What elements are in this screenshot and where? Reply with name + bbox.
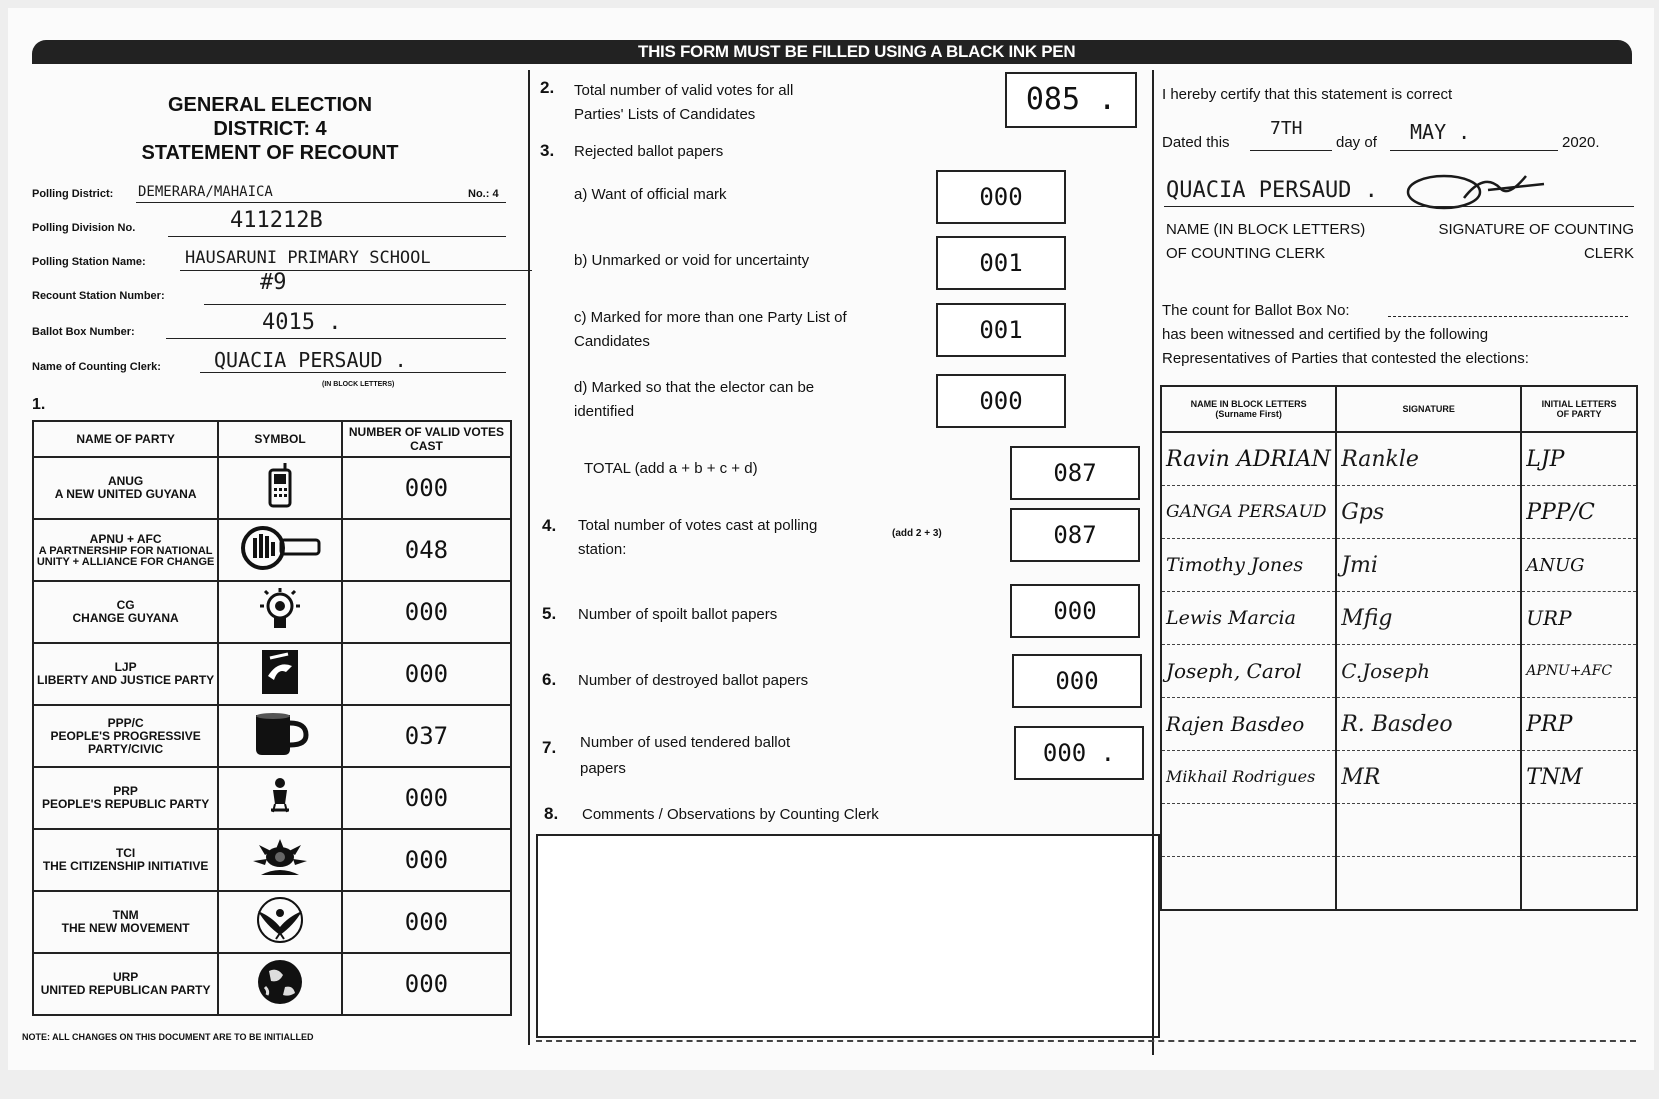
eagle-icon: [250, 932, 310, 949]
party-name: A NEW UNITED GUYANA: [54, 487, 197, 501]
section8-label: Comments / Observations by Counting Clerk: [582, 806, 879, 823]
handshake-icon: [258, 685, 302, 702]
rep-row: [1161, 539, 1637, 592]
rejected-total-box: 087: [1010, 446, 1140, 500]
party-votes-table: [32, 420, 512, 1016]
rep-party: URP: [1526, 606, 1572, 630]
party-abbr: LJP: [114, 660, 137, 674]
rejected-total-label: TOTAL (add a + b + c + d): [584, 460, 758, 477]
rep-name: GANGA PERSAUD: [1166, 502, 1327, 522]
party-row: [33, 829, 511, 891]
month-line: [1390, 150, 1558, 151]
polling-division-label: Polling Division No.: [32, 222, 136, 234]
recount-station-label: Recount Station Number:: [32, 290, 165, 302]
rep-party: APNU+AFC: [1526, 663, 1613, 679]
party-name: THE NEW MOVEMENT: [61, 921, 190, 935]
form-header: [30, 93, 510, 165]
party-abbr: TCI: [115, 846, 136, 860]
left-divider: [528, 70, 530, 1045]
party-name: THE CITIZENSHIP INITIATIVE: [42, 859, 209, 873]
rep-row: [1161, 857, 1637, 911]
rep-signature: Jmi: [1341, 552, 1378, 578]
party-name: A PARTNERSHIP FOR NATIONAL UNITY + ALLIANCE FOR CHANGE: [36, 544, 215, 568]
rejected-b-label: b) Unmarked or void for uncertainty: [574, 252, 810, 269]
ballot-box-count-line: [1388, 316, 1628, 317]
phone-icon: [265, 497, 295, 514]
party-row: [33, 457, 511, 519]
rep-signature: MR: [1341, 764, 1381, 790]
year-label: 2020.: [1562, 134, 1600, 151]
party-abbr: PRP: [113, 784, 138, 798]
party-abbr: PPP/C: [107, 715, 144, 730]
header-title: STATEMENT OF RECOUNT: [141, 142, 399, 164]
polling-station-label: Polling Station Name:: [32, 256, 146, 268]
party-votes: 000: [404, 970, 449, 998]
polling-division-value: 411212B: [230, 208, 323, 233]
rep-col-party-l2: OF PARTY: [1556, 409, 1602, 419]
party-row: [33, 891, 511, 953]
polling-district-line: [136, 202, 506, 203]
reps-header: [1161, 386, 1637, 432]
bottom-dashed-line: [536, 1040, 1636, 1042]
section2-label-line2: Parties' Lists of Candidates: [574, 106, 756, 123]
col-party-header: NAME OF PARTY: [33, 421, 218, 457]
comments-box[interactable]: [536, 834, 1160, 1038]
header-election: GENERAL ELECTION: [167, 94, 373, 116]
counting-clerk-value: QUACIA PERSAUD .: [214, 348, 407, 372]
rejected-d-label-line1: d) Marked so that the elector can be: [574, 379, 815, 396]
party-table-header: [33, 421, 511, 457]
section2-label: [574, 79, 793, 127]
clerk-sign-line: [1164, 206, 1634, 207]
valid-votes-box: 085 .: [1005, 72, 1137, 128]
rep-row: [1161, 751, 1637, 804]
ballot-box-count-label: The count for Ballot Box No:: [1162, 302, 1350, 319]
polling-station-line: [180, 270, 532, 271]
party-name: LIBERTY AND JUSTICE PARTY: [37, 673, 215, 687]
party-representatives-table: [1160, 385, 1638, 911]
rep-party: LJP: [1526, 446, 1565, 472]
rep-name: Timothy Jones: [1166, 554, 1304, 576]
name-caption: [1166, 218, 1365, 266]
section7-label: [580, 730, 790, 782]
rep-col-name-l1: NAME IN BLOCK LETTERS: [1190, 399, 1307, 409]
party-row: [33, 953, 511, 1015]
counting-clerk-line: [200, 372, 506, 373]
party-abbr: ANUG: [107, 474, 144, 488]
rep-row: [1161, 592, 1637, 645]
party-row: [33, 767, 511, 829]
rep-party: TNM: [1526, 764, 1583, 790]
name-caption-line2: OF COUNTING CLERK: [1166, 245, 1326, 262]
ballot-box-line: [166, 338, 506, 339]
section5-label: Number of spoilt ballot papers: [578, 606, 778, 623]
rep-signature: Rankle: [1341, 446, 1419, 472]
witness-line2: Representatives of Parties that contested the elections:: [1162, 350, 1529, 367]
party-votes: 000: [404, 908, 449, 936]
clerk-signature: [1404, 168, 1554, 217]
section6-number: 6.: [542, 670, 557, 689]
rejected-c-label-line2: Candidates: [574, 333, 650, 350]
rep-name: Joseph, Carol: [1166, 659, 1302, 683]
section2-label-line1: Total number of valid votes for all: [574, 82, 794, 99]
section1-number: 1.: [32, 396, 46, 413]
tendered-box: 000 .: [1014, 726, 1144, 780]
sig-caption-line1: SIGNATURE OF COUNTING: [1438, 221, 1634, 238]
party-name: PEOPLE'S PROGRESSIVE PARTY/CIVIC: [50, 728, 201, 756]
lightbulb-icon: [258, 621, 302, 638]
rep-row: [1161, 804, 1637, 857]
counting-clerk-label: Name of Counting Clerk:: [32, 361, 161, 373]
top-banner-bar: [32, 40, 1632, 64]
right-divider: [1152, 70, 1154, 1055]
destroyed-box: 000: [1012, 654, 1142, 708]
party-votes: 000: [404, 784, 449, 812]
rep-signature: C.Joseph: [1341, 659, 1430, 683]
section3-number: 3.: [540, 141, 555, 160]
day-of-label: day of: [1336, 134, 1377, 151]
spoilt-box: 000: [1010, 584, 1140, 638]
party-row: [33, 643, 511, 705]
votes-cast-box: 087: [1010, 508, 1140, 562]
rep-name: Rajen Basdeo: [1166, 712, 1305, 736]
section7-label-line2: papers: [580, 760, 626, 777]
section4-label: [578, 514, 817, 562]
col-votes-header: NUMBER OF VALID VOTES CAST: [342, 421, 511, 457]
party-votes: 000: [404, 474, 449, 502]
rejected-a-label: a) Want of official mark: [574, 186, 727, 203]
rejected-d-label: [574, 376, 814, 424]
figure-icon: [265, 803, 295, 820]
section4-number: 4.: [542, 516, 557, 535]
polling-district-value: DEMERARA/MAHAICA: [138, 184, 273, 200]
party-name: PEOPLE'S REPUBLIC PARTY: [41, 797, 210, 811]
party-votes: 048: [404, 536, 449, 564]
ballot-box-label: Ballot Box Number:: [32, 326, 135, 338]
banner-text: THIS FORM MUST BE FILLED USING A BLACK INK PEN: [638, 42, 1076, 61]
section4-label-line2: station:: [578, 541, 627, 558]
block-letters-note: (IN BLOCK LETTERS): [322, 381, 395, 388]
polling-division-line: [168, 236, 506, 237]
party-votes: 000: [404, 660, 449, 688]
party-votes: 000: [404, 598, 449, 626]
rejected-c-label-line1: c) Marked for more than one Party List of: [574, 309, 847, 326]
section2-number: 2.: [540, 78, 555, 97]
party-votes: 037: [404, 722, 449, 750]
rejected-c-box: 001: [936, 303, 1066, 357]
rejected-b-box: 001: [936, 236, 1066, 290]
polling-district-label: Polling District:: [32, 188, 114, 200]
certify-statement: I hereby certify that this statement is correct: [1162, 86, 1453, 103]
clerk-name-value: QUACIA PERSAUD .: [1166, 178, 1378, 203]
hand-key-icon: [237, 559, 323, 576]
party-row: [33, 519, 511, 581]
rep-name: Ravin ADRIAN: [1166, 446, 1331, 472]
sunflower-icon: [249, 868, 311, 885]
month-value: MAY .: [1410, 120, 1471, 144]
rep-party: PPP/C: [1526, 499, 1595, 525]
rep-row: [1161, 432, 1637, 486]
recount-station-value: #9: [260, 270, 287, 295]
rep-row: [1161, 698, 1637, 751]
name-caption-line1: NAME (IN BLOCK LETTERS): [1166, 221, 1366, 238]
section8-number: 8.: [544, 804, 559, 823]
globe-icon: [255, 994, 305, 1011]
section7-number: 7.: [542, 738, 557, 757]
rep-name: Mikhail Rodrigues: [1166, 767, 1316, 786]
district-no-label: No.: 4: [468, 188, 499, 200]
cup-icon: [250, 746, 310, 763]
rep-row: [1161, 486, 1637, 539]
party-row: [33, 705, 511, 767]
recount-station-line: [204, 304, 506, 305]
sig-caption: [1420, 218, 1634, 266]
polling-station-value: HAUSARUNI PRIMARY SCHOOL: [185, 248, 431, 268]
rejected-d-box: 000: [936, 374, 1066, 428]
party-row: [33, 581, 511, 643]
rep-party: PRP: [1526, 711, 1573, 737]
day-line: [1250, 150, 1332, 151]
party-abbr: URP: [112, 970, 139, 984]
rep-signature: R. Basdeo: [1341, 711, 1453, 737]
rep-row: [1161, 645, 1637, 698]
rep-signature: Gps: [1341, 499, 1385, 525]
party-name: UNITED REPUBLICAN PARTY: [40, 983, 211, 997]
section4-label-line1: Total number of votes cast at polling: [578, 517, 818, 534]
party-votes: 000: [404, 846, 449, 874]
rep-col-party-l1: INITIAL LETTERS: [1541, 399, 1617, 409]
dated-prefix: Dated this: [1162, 134, 1230, 151]
section5-number: 5.: [542, 604, 557, 623]
rejected-a-box: 000: [936, 170, 1066, 224]
party-abbr: TNM: [112, 908, 139, 922]
party-name: CHANGE GUYANA: [72, 611, 179, 625]
rep-col-signature: SIGNATURE: [1336, 386, 1521, 432]
rep-name: Lewis Marcia: [1166, 607, 1296, 629]
rep-party: ANUG: [1526, 554, 1585, 576]
section4-hint: (add 2 + 3): [892, 528, 942, 539]
section7-label-line1: Number of used tendered ballot: [580, 734, 791, 751]
rep-signature: Mfig: [1341, 605, 1393, 631]
party-abbr: CG: [116, 598, 135, 612]
rep-col-name-l2: (Surname First): [1215, 409, 1282, 419]
changes-footnote: NOTE: ALL CHANGES ON THIS DOCUMENT ARE TO BE INITIALLED: [22, 1032, 314, 1042]
section3-label: Rejected ballot papers: [574, 143, 724, 160]
ballot-box-value: 4015 .: [262, 310, 342, 335]
day-value: 7TH: [1270, 118, 1303, 139]
header-district: DISTRICT: 4: [213, 118, 327, 140]
sig-caption-line2: CLERK: [1583, 245, 1634, 262]
rejected-d-label-line2: identified: [574, 403, 635, 420]
rejected-c-label: [574, 306, 847, 354]
col-symbol-header: SYMBOL: [218, 421, 342, 457]
party-abbr: APNU + AFC: [89, 531, 162, 546]
witness-line1: has been witnessed and certified by the following: [1162, 326, 1489, 343]
section6-label: Number of destroyed ballot papers: [578, 672, 809, 689]
